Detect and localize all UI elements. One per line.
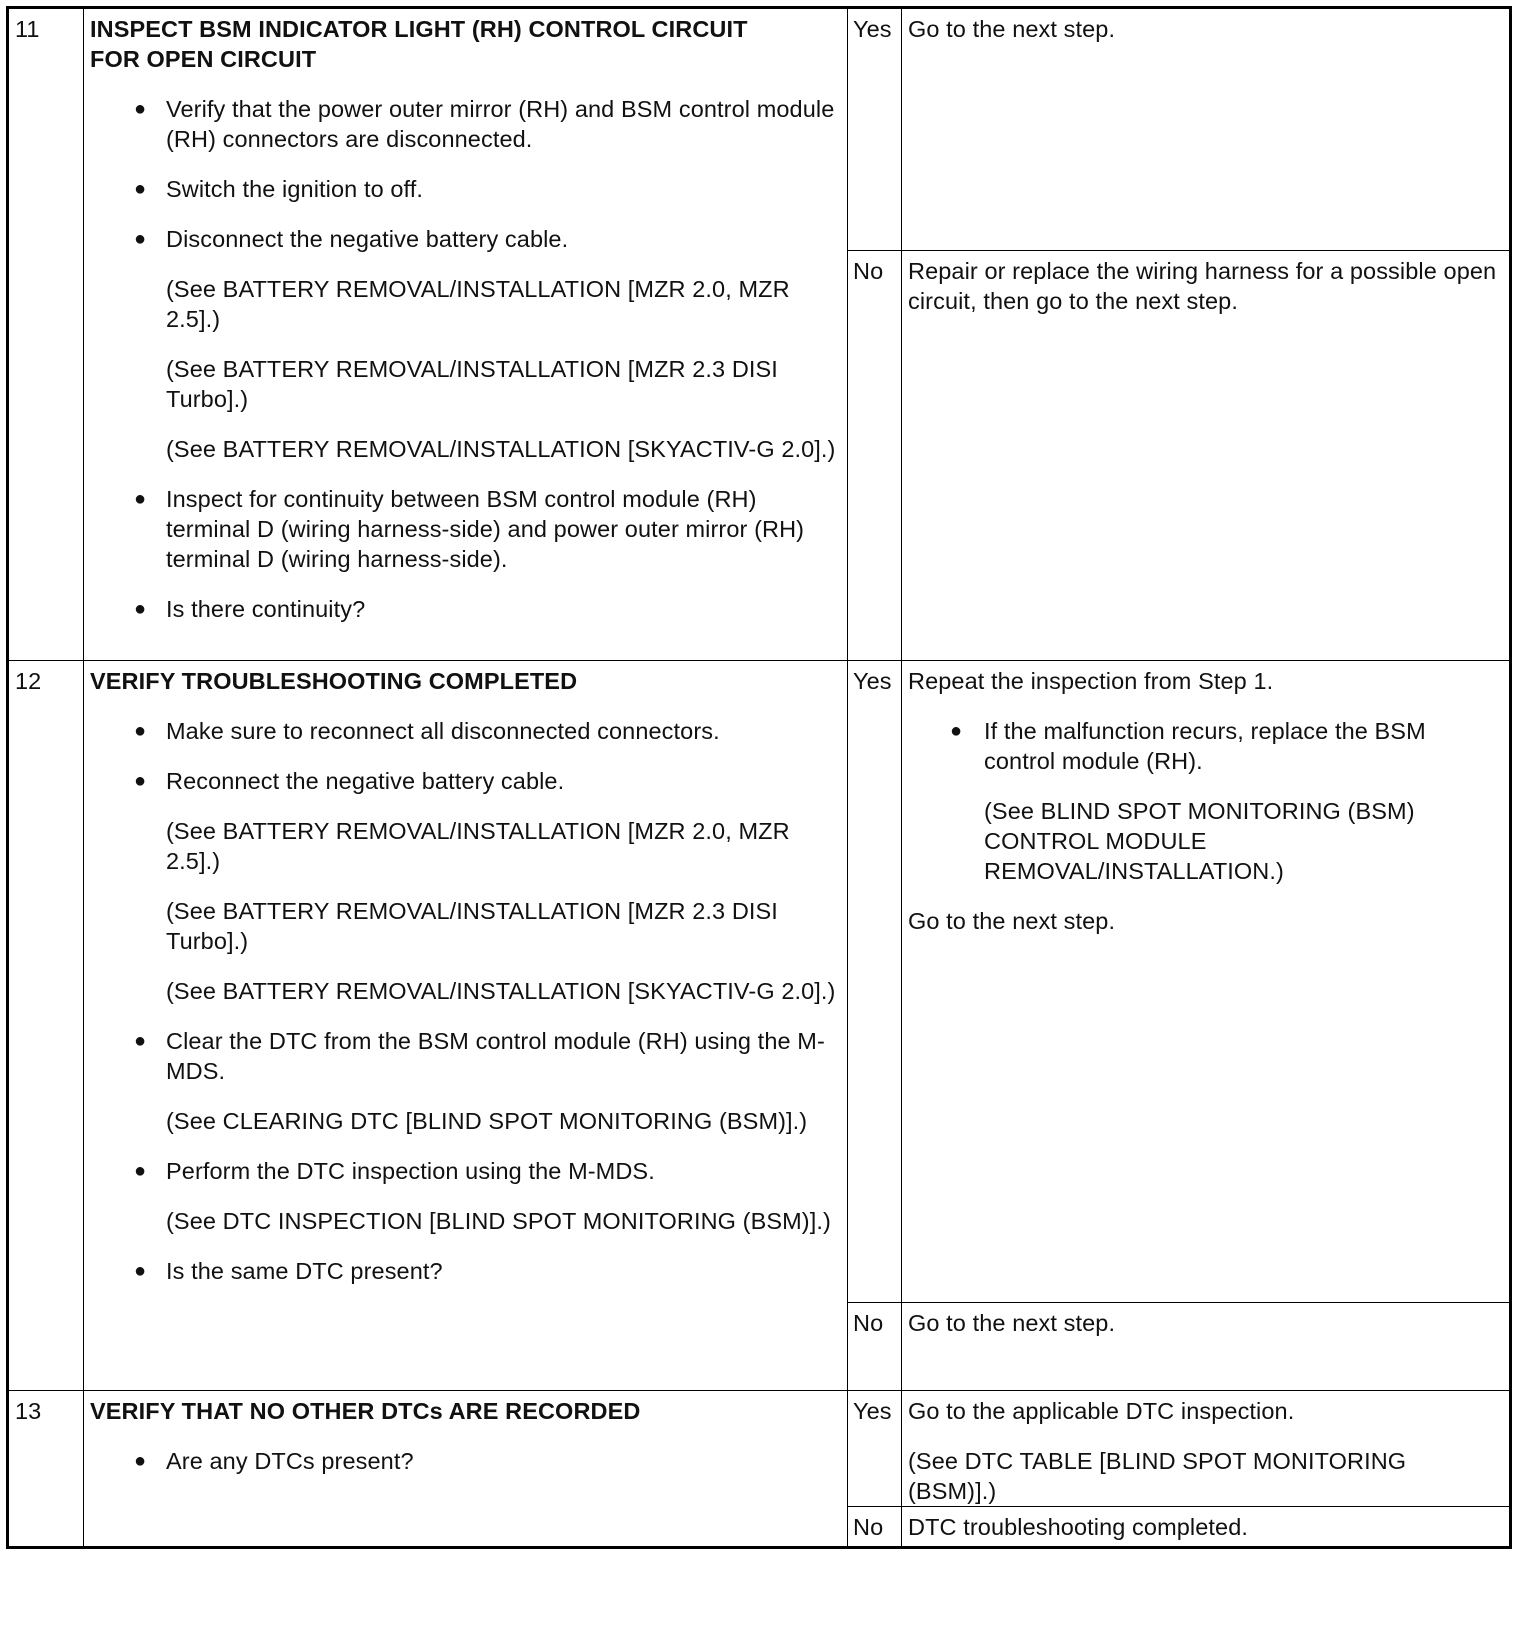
reference-link[interactable]: (See BATTERY REMOVAL/INSTALLATION [SKYACTIV-G 2.0].) bbox=[166, 978, 836, 1004]
list-item: ● Reconnect the negative battery cable. (See BATTERY REMOVAL/INSTALLATION [MZR 2.0, MZR 2.5].) (See BATTERY REMOVAL/INSTALLATION [MZR 2.3 DISI Turbo].) (See BATTERY REMOVAL/INSTALLATION [SKYACTIV-G 2.0].) bbox=[90, 766, 839, 1006]
reference-link[interactable]: (See BATTERY REMOVAL/INSTALLATION [MZR 2.0, MZR 2.5].) bbox=[166, 818, 790, 874]
bullet-icon: ● bbox=[134, 1450, 147, 1472]
reference-link[interactable]: (See BATTERY REMOVAL/INSTALLATION [SKYACTIV-G 2.0].) bbox=[166, 436, 836, 462]
list-item: ● Is there continuity? bbox=[134, 596, 366, 622]
reference-link[interactable]: (See BATTERY REMOVAL/INSTALLATION [MZR 2.3 DISI Turbo].) bbox=[166, 356, 778, 412]
step-number: 13 bbox=[8, 1391, 84, 1548]
list-item: ● Disconnect the negative battery cable. (See BATTERY REMOVAL/INSTALLATION [MZR 2.0, MZR 2.5].) (See BATTERY REMOVAL/INSTALLATION [MZR 2.3 DISI Turbo].) (See BATTERY REMOVAL/INSTALLATION [SKYACTIV-G 2.0].) bbox=[90, 224, 839, 464]
bullet-icon: ● bbox=[134, 98, 147, 120]
bullet-icon: ● bbox=[134, 770, 147, 792]
no-label: No bbox=[848, 251, 902, 661]
step-action-cell bbox=[84, 1391, 848, 1548]
reference-link[interactable]: (See BATTERY REMOVAL/INSTALLATION [MZR 2.3 DISI Turbo].) bbox=[166, 898, 778, 954]
list-item: ● Switch the ignition to off. bbox=[134, 176, 424, 202]
no-result: DTC troubleshooting completed. bbox=[902, 1507, 1511, 1548]
list-item: ● Verify that the power outer mirror (RH) and BSM control module (RH) connectors are disconnected. bbox=[134, 96, 835, 152]
no-label: No bbox=[848, 1507, 902, 1548]
reference-link[interactable]: (See BATTERY REMOVAL/INSTALLATION [MZR 2.0, MZR 2.5].) bbox=[166, 276, 790, 332]
step-title: VERIFY TROUBLESHOOTING COMPLETED bbox=[90, 668, 578, 694]
list-item: ● Inspect for continuity between BSM control module (RH) terminal D (wiring harness-side) and power outer mirror (RH) terminal D (wiring harness-side). bbox=[134, 486, 805, 572]
yes-result-cell bbox=[902, 1391, 1511, 1507]
troubleshooting-sheet bbox=[6, 6, 1512, 1549]
bullet-icon: ● bbox=[134, 720, 147, 742]
step-11-yes-row bbox=[8, 8, 1511, 251]
bullet-icon: ● bbox=[950, 720, 963, 742]
reference-link[interactable]: (See DTC TABLE [BLIND SPOT MONITORING (BSM)].) bbox=[908, 1448, 1407, 1504]
list-item: ● Are any DTCs present? bbox=[134, 1448, 414, 1474]
step-12-yes-row bbox=[8, 661, 1511, 1303]
step-action-cell bbox=[84, 661, 848, 1391]
bullet-icon: ● bbox=[134, 1030, 147, 1052]
reference-link[interactable]: (See BLIND SPOT MONITORING (BSM) CONTROL MODULE REMOVAL/INSTALLATION.) bbox=[984, 798, 1415, 884]
action-list bbox=[90, 94, 839, 624]
bullet-icon: ● bbox=[134, 178, 147, 200]
yes-result-cell bbox=[902, 661, 1511, 1303]
troubleshooting-table bbox=[6, 6, 1512, 1549]
action-list bbox=[90, 716, 839, 1286]
bullet-icon: ● bbox=[134, 598, 147, 620]
bullet-icon: ● bbox=[134, 488, 147, 510]
yes-result: Repeat the inspection from Step 1. bbox=[908, 668, 1274, 694]
reference-link[interactable]: (See CLEARING DTC [BLIND SPOT MONITORING (BSM)].) bbox=[166, 1108, 808, 1134]
yes-label: Yes bbox=[848, 8, 902, 251]
list-item: ● Perform the DTC inspection using the M-MDS. (See DTC INSPECTION [BLIND SPOT MONITORING (BSM)].) bbox=[90, 1156, 839, 1236]
step-number: 11 bbox=[8, 8, 84, 661]
step-13-yes-row bbox=[8, 1391, 1511, 1507]
no-result: Go to the next step. bbox=[902, 1303, 1511, 1391]
yes-result: Go to the next step. bbox=[902, 8, 1511, 251]
no-result: Repair or replace the wiring harness for a possible open circuit, then go to the next step. bbox=[902, 251, 1511, 661]
yes-result: Go to the applicable DTC inspection. bbox=[908, 1398, 1295, 1424]
step-number: 12 bbox=[8, 661, 84, 1391]
list-item: ● Is the same DTC present? bbox=[134, 1258, 443, 1284]
step-action-cell bbox=[84, 8, 848, 661]
yes-result-next: Go to the next step. bbox=[908, 908, 1116, 934]
yes-label: Yes bbox=[848, 661, 902, 1303]
yes-label: Yes bbox=[848, 1391, 902, 1507]
list-item: ● Make sure to reconnect all disconnected connectors. bbox=[134, 718, 720, 744]
bullet-icon: ● bbox=[134, 228, 147, 250]
result-list bbox=[908, 716, 1501, 886]
action-list bbox=[90, 1446, 839, 1476]
step-title: INSPECT BSM INDICATOR LIGHT (RH) CONTROL CIRCUIT FOR OPEN CIRCUIT bbox=[90, 16, 748, 72]
bullet-icon: ● bbox=[134, 1160, 147, 1182]
no-label: No bbox=[848, 1303, 902, 1391]
step-title: VERIFY THAT NO OTHER DTCs ARE RECORDED bbox=[90, 1398, 641, 1424]
bullet-icon: ● bbox=[134, 1260, 147, 1282]
list-item: ● Clear the DTC from the BSM control module (RH) using the M-MDS. (See CLEARING DTC [BLIND SPOT MONITORING (BSM)].) bbox=[90, 1026, 839, 1136]
list-item: ● If the malfunction recurs, replace the BSM control module (RH). (See BLIND SPOT MONITORING (BSM) CONTROL MODULE REMOVAL/INSTALLATION.) bbox=[908, 716, 1501, 886]
reference-link[interactable]: (See DTC INSPECTION [BLIND SPOT MONITORING (BSM)].) bbox=[166, 1208, 831, 1234]
